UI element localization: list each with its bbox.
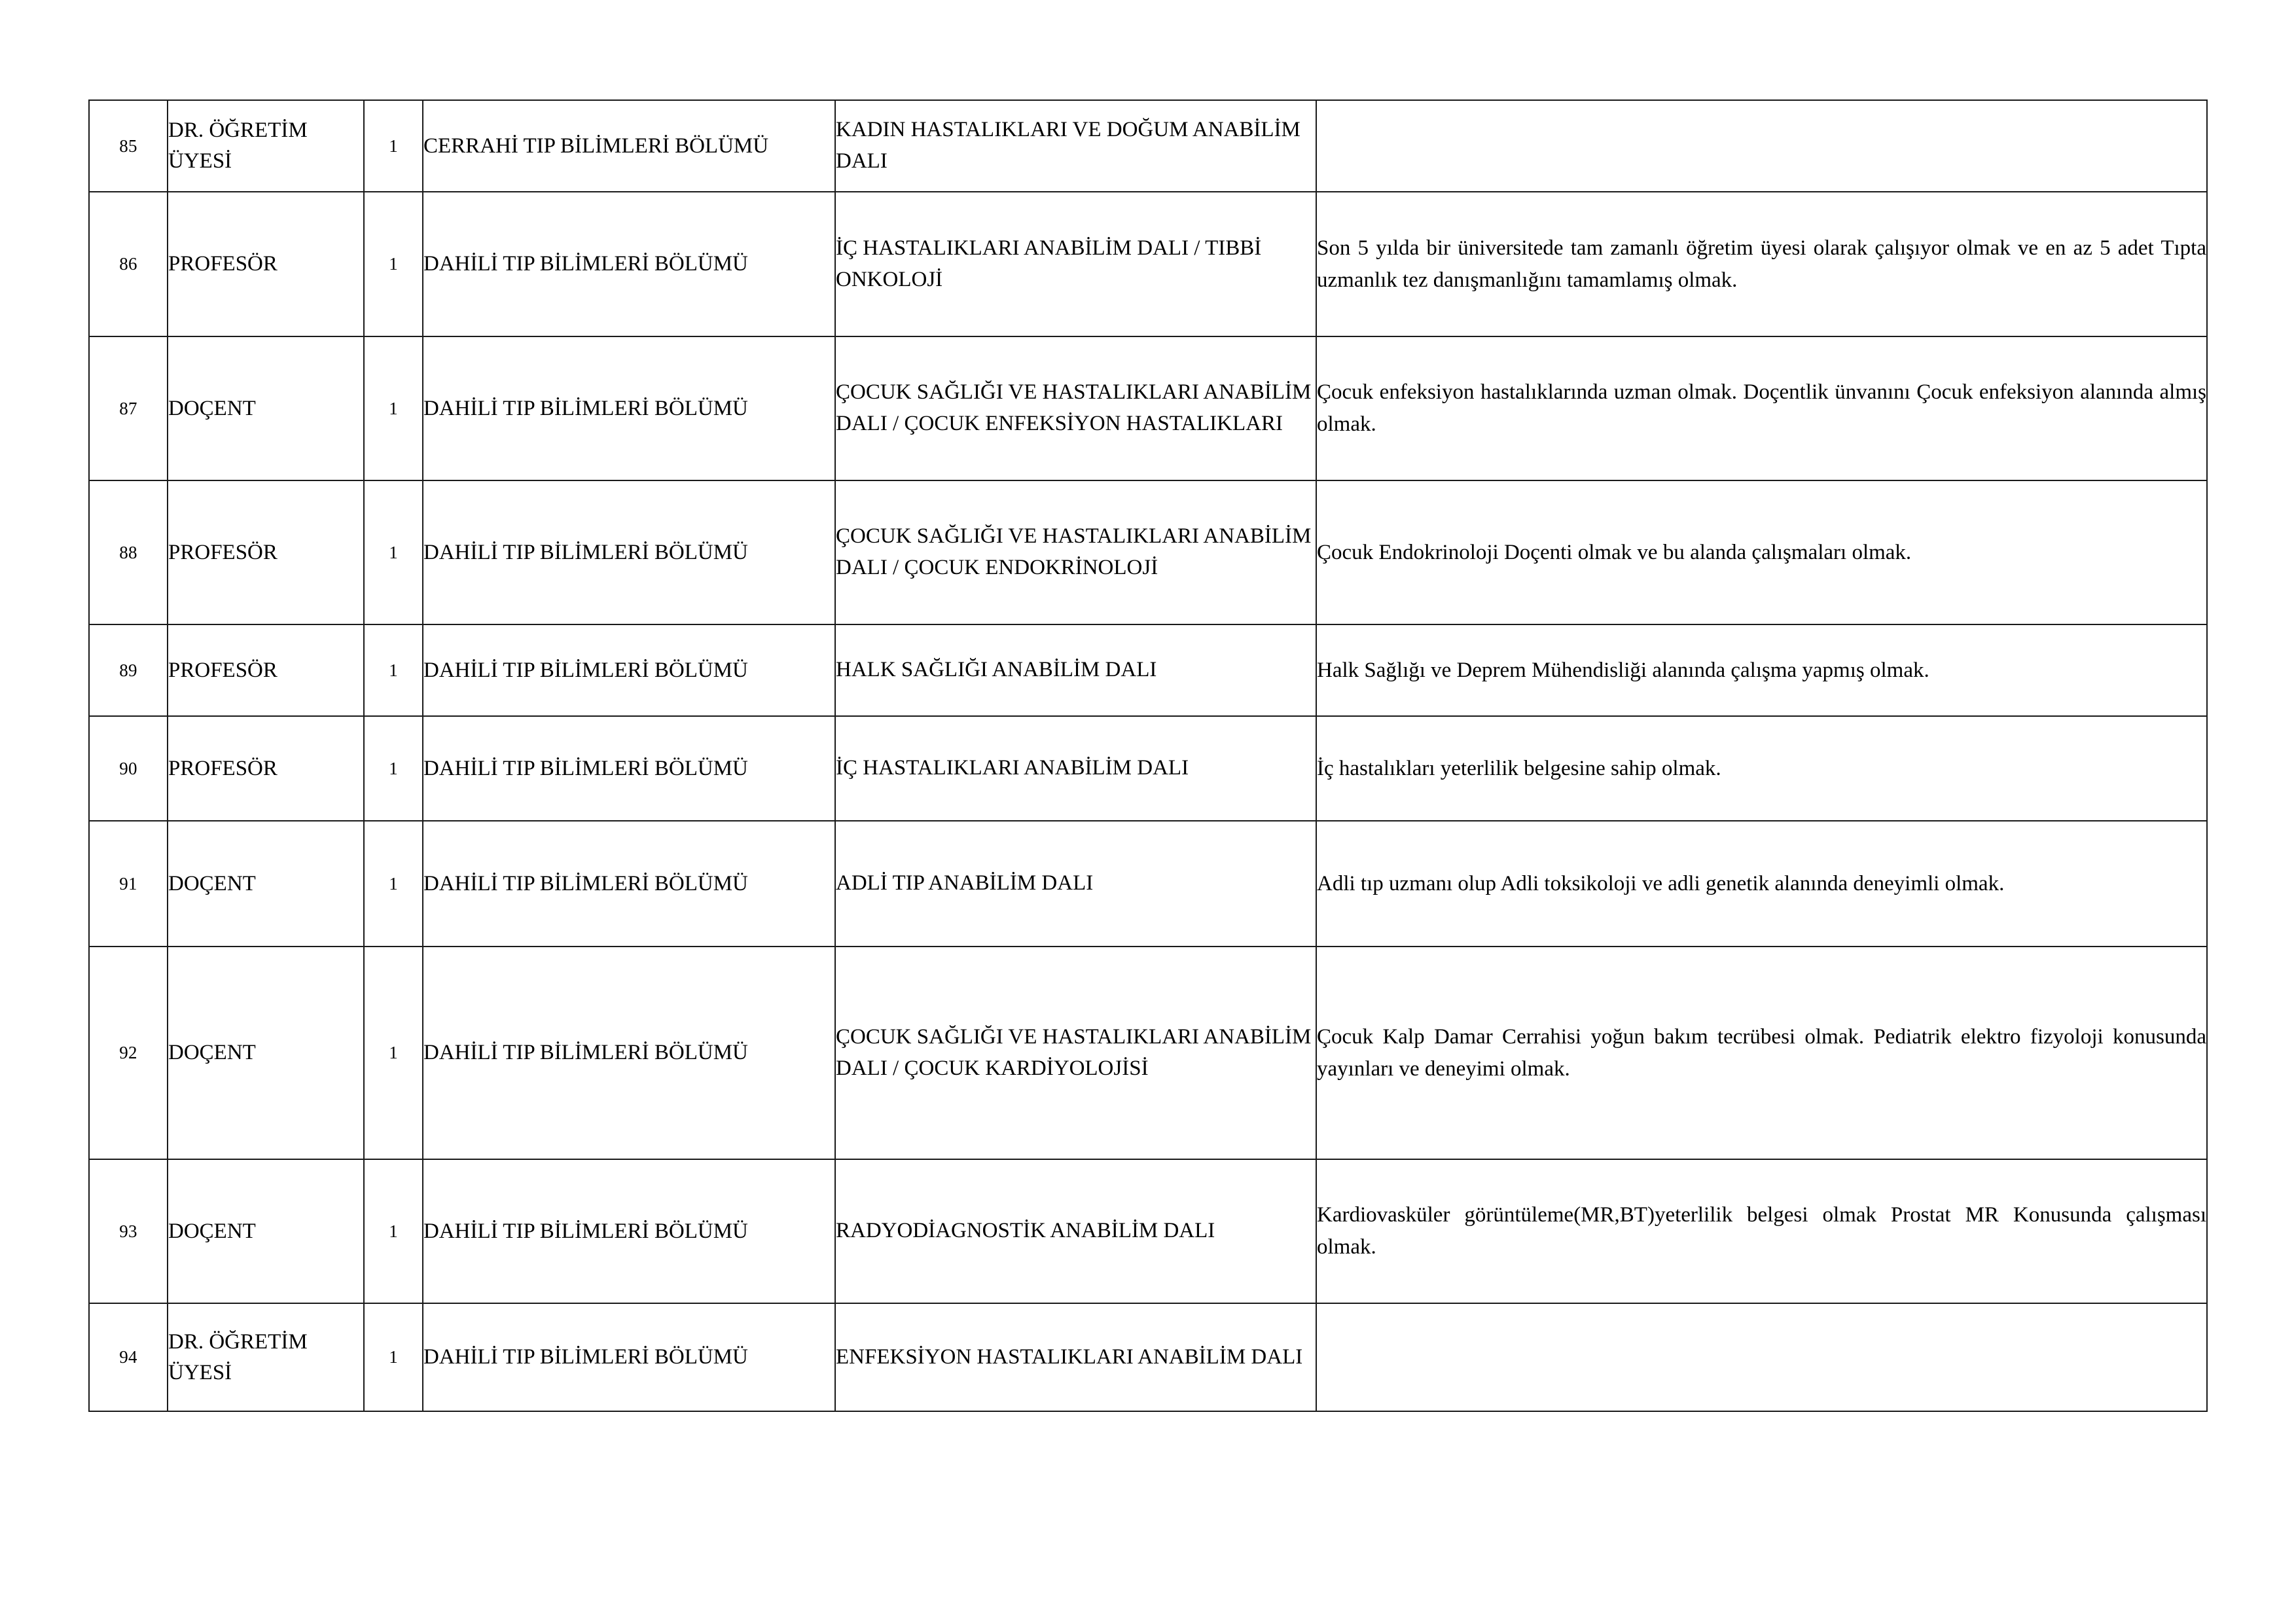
- field-cell: ÇOCUK SAĞLIĞI VE HASTALIKLARI ANABİLİM DALI / ÇOCUK ENFEKSİYON HASTALIKLARI: [835, 336, 1316, 480]
- department-cell: DAHİLİ TIP BİLİMLERİ BÖLÜMÜ: [423, 1303, 835, 1411]
- row-number-cell: 85: [89, 100, 168, 192]
- position-title-cell: DOÇENT: [168, 821, 364, 947]
- department-cell: DAHİLİ TIP BİLİMLERİ BÖLÜMÜ: [423, 821, 835, 947]
- table-row: [89, 100, 2207, 192]
- explanation-cell: Son 5 yılda bir üniversitede tam zamanlı öğretim üyesi olarak çalışıyor olmak ve en az 5 adet Tıpta uzmanlık tez danışmanlığını tamamlamış olmak.: [1316, 192, 2207, 336]
- position-title-cell: PROFESÖR: [168, 624, 364, 716]
- position-count-cell: 1: [364, 821, 423, 947]
- explanation-cell: [1316, 100, 2207, 192]
- position-count-cell: 1: [364, 100, 423, 192]
- row-number-cell: 89: [89, 624, 168, 716]
- row-number-cell: 94: [89, 1303, 168, 1411]
- explanation-cell: Çocuk enfeksiyon hastalıklarında uzman olmak. Doçentlik ünvanını Çocuk enfeksiyon alanında almış olmak.: [1316, 336, 2207, 480]
- field-cell: ENFEKSİYON HASTALIKLARI ANABİLİM DALI: [835, 1303, 1316, 1411]
- explanation-cell: Adli tıp uzmanı olup Adli toksikoloji ve adli genetik alanında deneyimli olmak.: [1316, 821, 2207, 947]
- table-row: [89, 1303, 2207, 1411]
- position-count-cell: 1: [364, 480, 423, 624]
- department-cell: DAHİLİ TIP BİLİMLERİ BÖLÜMÜ: [423, 336, 835, 480]
- row-number-cell: 91: [89, 821, 168, 947]
- position-count-cell: 1: [364, 1303, 423, 1411]
- row-number-cell: 92: [89, 947, 168, 1159]
- table-row: [89, 624, 2207, 716]
- position-title-cell: DOÇENT: [168, 1159, 364, 1303]
- explanation-cell: İç hastalıkları yeterlilik belgesine sahip olmak.: [1316, 716, 2207, 821]
- position-count-cell: 1: [364, 624, 423, 716]
- table-row: [89, 716, 2207, 821]
- table-row: [89, 192, 2207, 336]
- academic-positions-table: [88, 99, 2208, 1412]
- position-title-cell: DOÇENT: [168, 947, 364, 1159]
- table-row: [89, 947, 2207, 1159]
- field-cell: RADYODİAGNOSTİK ANABİLİM DALI: [835, 1159, 1316, 1303]
- explanation-cell: Halk Sağlığı ve Deprem Mühendisliği alanında çalışma yapmış olmak.: [1316, 624, 2207, 716]
- table-body: [89, 100, 2207, 1411]
- position-count-cell: 1: [364, 947, 423, 1159]
- table-row: [89, 821, 2207, 947]
- explanation-cell: [1316, 1303, 2207, 1411]
- field-cell: KADIN HASTALIKLARI VE DOĞUM ANABİLİM DALI: [835, 100, 1316, 192]
- department-cell: DAHİLİ TIP BİLİMLERİ BÖLÜMÜ: [423, 716, 835, 821]
- field-cell: ADLİ TIP ANABİLİM DALI: [835, 821, 1316, 947]
- field-cell: ÇOCUK SAĞLIĞI VE HASTALIKLARI ANABİLİM DALI / ÇOCUK ENDOKRİNOLOJİ: [835, 480, 1316, 624]
- position-title-cell: DR. ÖĞRETİM ÜYESİ: [168, 100, 364, 192]
- explanation-cell: Çocuk Endokrinoloji Doçenti olmak ve bu alanda çalışmaları olmak.: [1316, 480, 2207, 624]
- row-number-cell: 90: [89, 716, 168, 821]
- explanation-cell: Kardiovasküler görüntüleme(MR,BT)yeterlilik belgesi olmak Prostat MR Konusunda çalışması olmak.: [1316, 1159, 2207, 1303]
- position-title-cell: PROFESÖR: [168, 480, 364, 624]
- department-cell: DAHİLİ TIP BİLİMLERİ BÖLÜMÜ: [423, 947, 835, 1159]
- position-count-cell: 1: [364, 1159, 423, 1303]
- row-number-cell: 88: [89, 480, 168, 624]
- field-cell: İÇ HASTALIKLARI ANABİLİM DALI / TIBBİ ONKOLOJİ: [835, 192, 1316, 336]
- explanation-cell: Çocuk Kalp Damar Cerrahisi yoğun bakım tecrübesi olmak. Pediatrik elektro fizyoloji konusunda yayınları ve deneyimi olmak.: [1316, 947, 2207, 1159]
- department-cell: DAHİLİ TIP BİLİMLERİ BÖLÜMÜ: [423, 624, 835, 716]
- position-title-cell: PROFESÖR: [168, 192, 364, 336]
- field-cell: İÇ HASTALIKLARI ANABİLİM DALI: [835, 716, 1316, 821]
- position-title-cell: DOÇENT: [168, 336, 364, 480]
- position-count-cell: 1: [364, 192, 423, 336]
- position-count-cell: 1: [364, 336, 423, 480]
- position-title-cell: PROFESÖR: [168, 716, 364, 821]
- table-row: [89, 480, 2207, 624]
- department-cell: DAHİLİ TIP BİLİMLERİ BÖLÜMÜ: [423, 1159, 835, 1303]
- position-count-cell: 1: [364, 716, 423, 821]
- table-container: [88, 99, 2206, 1412]
- row-number-cell: 93: [89, 1159, 168, 1303]
- department-cell: DAHİLİ TIP BİLİMLERİ BÖLÜMÜ: [423, 192, 835, 336]
- row-number-cell: 87: [89, 336, 168, 480]
- position-title-cell: DR. ÖĞRETİM ÜYESİ: [168, 1303, 364, 1411]
- table-row: [89, 336, 2207, 480]
- table-row: [89, 1159, 2207, 1303]
- department-cell: CERRAHİ TIP BİLİMLERİ BÖLÜMÜ: [423, 100, 835, 192]
- field-cell: HALK SAĞLIĞI ANABİLİM DALI: [835, 624, 1316, 716]
- field-cell: ÇOCUK SAĞLIĞI VE HASTALIKLARI ANABİLİM DALI / ÇOCUK KARDİYOLOJİSİ: [835, 947, 1316, 1159]
- row-number-cell: 86: [89, 192, 168, 336]
- department-cell: DAHİLİ TIP BİLİMLERİ BÖLÜMÜ: [423, 480, 835, 624]
